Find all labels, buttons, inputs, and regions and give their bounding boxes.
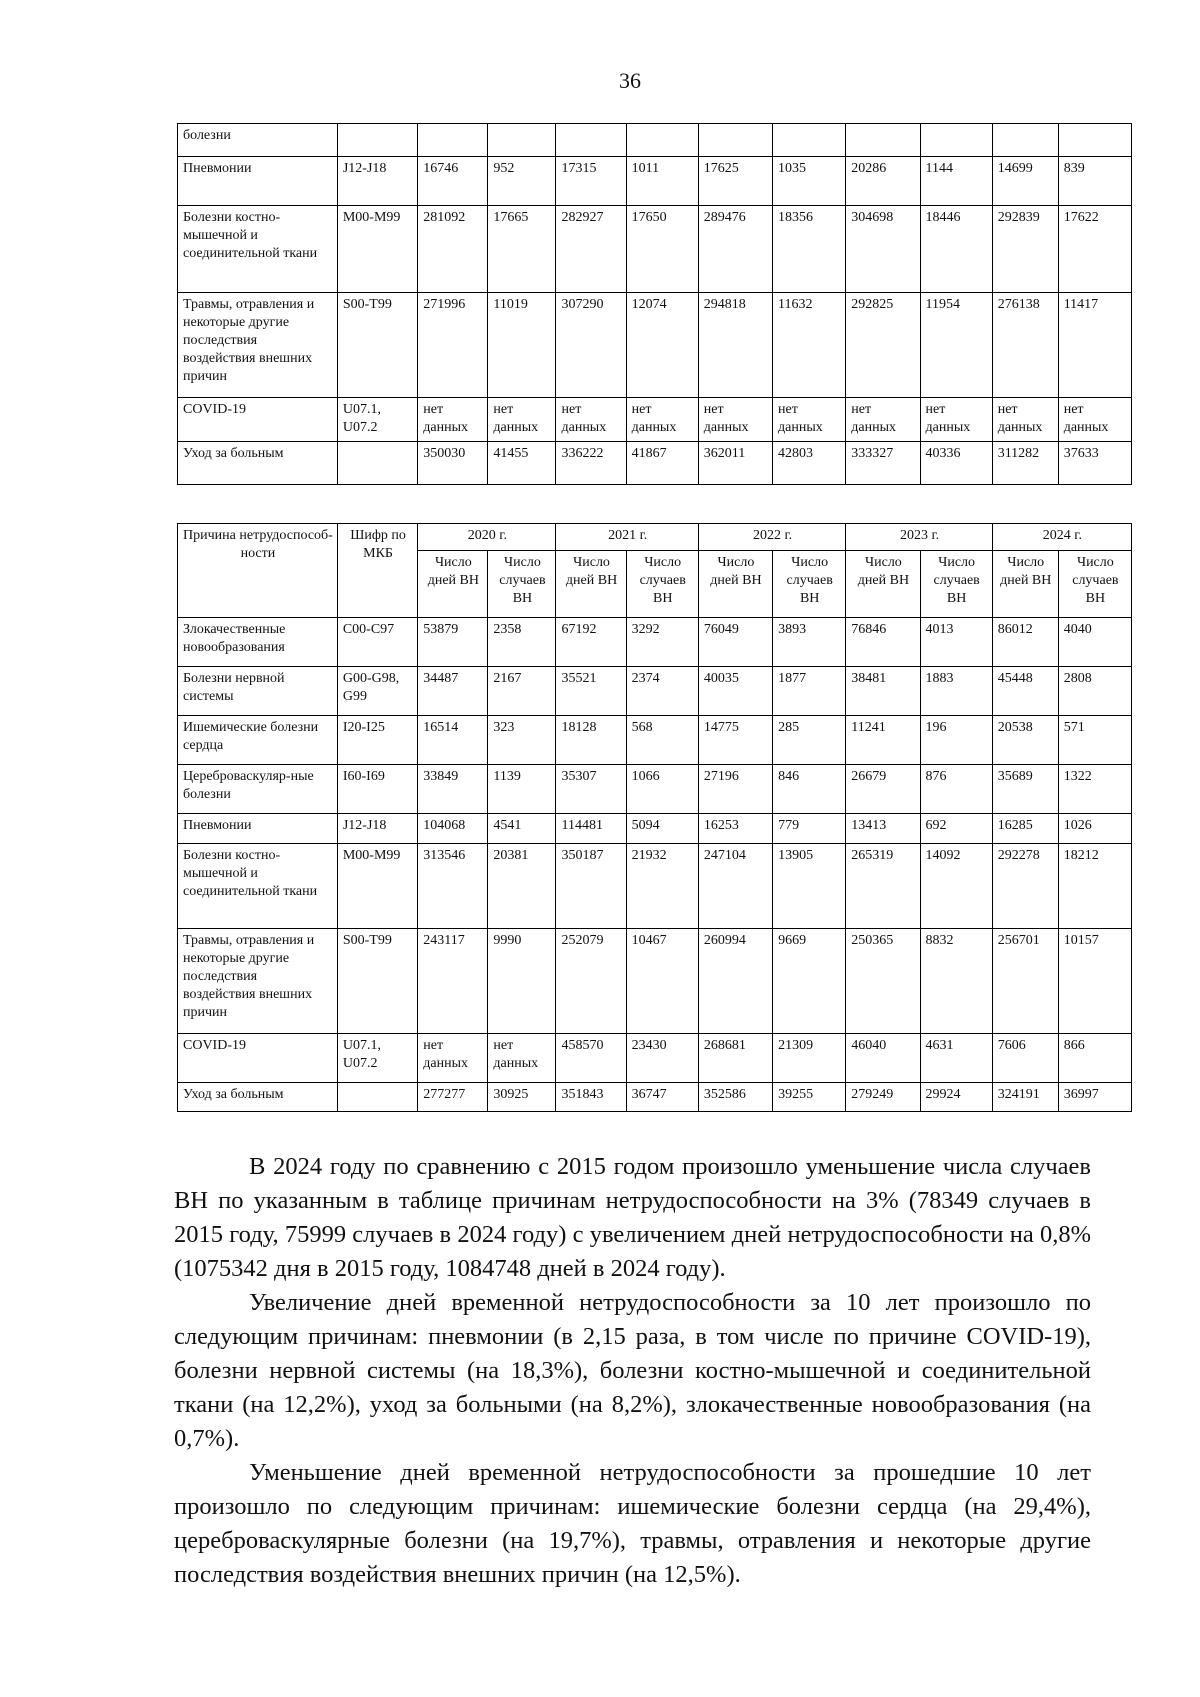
code-cell: J12-J18 — [337, 157, 417, 206]
table-header-row — [178, 524, 1132, 551]
value-cell: 323 — [488, 716, 556, 765]
table-row — [178, 844, 1132, 929]
value-cell: 27196 — [698, 765, 772, 814]
value-cell: 37633 — [1058, 442, 1131, 485]
value-cell: 350187 — [556, 844, 626, 929]
value-cell: 2358 — [488, 618, 556, 667]
header-cases: Число случаев ВН — [488, 551, 556, 618]
table-row — [178, 442, 1132, 485]
value-cell: 20381 — [488, 844, 556, 929]
header-code: Шифр по МКБ — [337, 524, 417, 618]
value-cell: 779 — [773, 814, 846, 844]
value-cell: нет данных — [556, 398, 626, 442]
value-cell: 33849 — [418, 765, 488, 814]
sick-leave-table — [177, 523, 1132, 1112]
table-row — [178, 293, 1132, 398]
value-cell: 20286 — [846, 157, 920, 206]
value-cell: нет данных — [920, 398, 992, 442]
header-days: Число дней ВН — [846, 551, 920, 618]
value-cell: 17315 — [556, 157, 626, 206]
value-cell: 282927 — [556, 206, 626, 293]
value-cell: 4541 — [488, 814, 556, 844]
table-row — [178, 618, 1132, 667]
header-year: 2023 г. — [846, 524, 992, 551]
value-cell: 16285 — [992, 814, 1058, 844]
value-cell: 1322 — [1058, 765, 1131, 814]
value-cell: 1035 — [773, 157, 846, 206]
value-cell: 196 — [920, 716, 992, 765]
value-cell: 42803 — [773, 442, 846, 485]
value-cell: 458570 — [556, 1034, 626, 1083]
code-cell: U07.1, U07.2 — [337, 398, 417, 442]
value-cell: 1026 — [1058, 814, 1131, 844]
value-cell: нет данных — [773, 398, 846, 442]
value-cell: 36997 — [1058, 1083, 1131, 1112]
table-row — [178, 667, 1132, 716]
value-cell: 362011 — [698, 442, 772, 485]
value-cell: нет данных — [698, 398, 772, 442]
value-cell: 21932 — [626, 844, 698, 929]
value-cell: 3893 — [773, 618, 846, 667]
cause-cell: Болезни костно-мышечной и соединительной ткани — [178, 844, 338, 929]
header-cases: Число случаев ВН — [1058, 551, 1131, 618]
value-cell: 76846 — [846, 618, 920, 667]
value-cell: 39255 — [773, 1083, 846, 1112]
paragraph: Увеличение дней временной нетрудоспособности за 10 лет произошло по следующим причинам: пневмонии (в 2,15 раза, в том числе по причине COVID-19), болезни нервной системы (на 18,3%), болезни костно-мышечной и соединительной ткани (на 12,2%), уход за больными (на 8,2%), злокачественные новообразования (на 0,7%). — [174, 1289, 1091, 1452]
code-cell: U07.1, U07.2 — [337, 1034, 417, 1083]
value-cell: 351843 — [556, 1083, 626, 1112]
value-cell: 2808 — [1058, 667, 1131, 716]
value-cell: 18128 — [556, 716, 626, 765]
value-cell: 846 — [773, 765, 846, 814]
cause-cell: Травмы, отравления и некоторые другие последствия воздействия внешних причин — [178, 293, 338, 398]
value-cell: 21309 — [773, 1034, 846, 1083]
table-row — [178, 124, 1132, 157]
value-cell: 276138 — [992, 293, 1058, 398]
cause-cell: Пневмонии — [178, 814, 338, 844]
header-days: Число дней ВН — [992, 551, 1058, 618]
header-year: 2024 г. — [992, 524, 1131, 551]
header-cases: Число случаев ВН — [626, 551, 698, 618]
value-cell: 26679 — [846, 765, 920, 814]
value-cell: 16514 — [418, 716, 488, 765]
value-cell: 18356 — [773, 206, 846, 293]
header-year: 2021 г. — [556, 524, 698, 551]
value-cell: 294818 — [698, 293, 772, 398]
cause-cell: COVID-19 — [178, 1034, 338, 1083]
sick-leave-table-continued — [177, 123, 1132, 485]
value-cell: 45448 — [992, 667, 1058, 716]
value-cell: 252079 — [556, 929, 626, 1034]
value-cell: 13413 — [846, 814, 920, 844]
value-cell: 952 — [488, 157, 556, 206]
table-row — [178, 157, 1132, 206]
value-cell: 11954 — [920, 293, 992, 398]
value-cell: 9669 — [773, 929, 846, 1034]
value-cell: 10467 — [626, 929, 698, 1034]
value-cell: 1877 — [773, 667, 846, 716]
header-cases: Число случаев ВН — [773, 551, 846, 618]
value-cell: 2167 — [488, 667, 556, 716]
value-cell: 40336 — [920, 442, 992, 485]
cause-cell: Ишемические болезни сердца — [178, 716, 338, 765]
value-cell: 292825 — [846, 293, 920, 398]
value-cell: нет данных — [488, 1034, 556, 1083]
header-days: Число дней ВН — [418, 551, 488, 618]
cause-cell: Цереброваскуляр-ные болезни — [178, 765, 338, 814]
value-cell: 14699 — [992, 157, 1058, 206]
value-cell: 46040 — [846, 1034, 920, 1083]
table-row — [178, 398, 1132, 442]
value-cell: 1011 — [626, 157, 698, 206]
value-cell: 53879 — [418, 618, 488, 667]
value-cell: 2374 — [626, 667, 698, 716]
value-cell: 1144 — [920, 157, 992, 206]
value-cell: 35521 — [556, 667, 626, 716]
value-cell: 4013 — [920, 618, 992, 667]
value-cell: 35689 — [992, 765, 1058, 814]
value-cell: 114481 — [556, 814, 626, 844]
value-cell: 14775 — [698, 716, 772, 765]
value-cell: 333327 — [846, 442, 920, 485]
value-cell: 13905 — [773, 844, 846, 929]
value-cell: 12074 — [626, 293, 698, 398]
header-cause: Причина нетрудоспособ-ности — [178, 524, 338, 618]
value-cell: 5094 — [626, 814, 698, 844]
code-cell: C00-C97 — [337, 618, 417, 667]
table-row — [178, 765, 1132, 814]
value-cell: 265319 — [846, 844, 920, 929]
cause-cell: COVID-19 — [178, 398, 338, 442]
value-cell: 692 — [920, 814, 992, 844]
value-cell: 866 — [1058, 1034, 1131, 1083]
table-row — [178, 206, 1132, 293]
table-row — [178, 1034, 1132, 1083]
value-cell: 4631 — [920, 1034, 992, 1083]
value-cell: 1066 — [626, 765, 698, 814]
value-cell: нет данных — [418, 1034, 488, 1083]
value-cell: 41455 — [488, 442, 556, 485]
code-cell: G00-G98, G99 — [337, 667, 417, 716]
value-cell: 14092 — [920, 844, 992, 929]
value-cell: 268681 — [698, 1034, 772, 1083]
value-cell: 352586 — [698, 1083, 772, 1112]
value-cell: 16746 — [418, 157, 488, 206]
value-cell: 34487 — [418, 667, 488, 716]
value-cell: 11417 — [1058, 293, 1131, 398]
value-cell: 20538 — [992, 716, 1058, 765]
code-cell: S00-T99 — [337, 929, 417, 1034]
value-cell: 336222 — [556, 442, 626, 485]
value-cell: 271996 — [418, 293, 488, 398]
table-row — [178, 1083, 1132, 1112]
value-cell: нет данных — [418, 398, 488, 442]
body-text — [174, 1150, 1091, 1592]
value-cell: 11241 — [846, 716, 920, 765]
value-cell: 3292 — [626, 618, 698, 667]
value-cell: нет данных — [488, 398, 556, 442]
value-cell: 277277 — [418, 1083, 488, 1112]
value-cell: 17665 — [488, 206, 556, 293]
cause-cell: Уход за больным — [178, 1083, 338, 1112]
value-cell: 16253 — [698, 814, 772, 844]
paragraph: В 2024 году по сравнению с 2015 годом произошло уменьшение числа случаев ВН по указанным в таблице причинам нетрудоспособности на 3% (78349 случаев в 2015 году, 75999 случаев в 2024 году) с увеличением дней нетрудоспособности на 0,8% (1075342 дня в 2015 году, 1084748 дней в 2024 году). — [174, 1153, 1091, 1282]
value-cell: 35307 — [556, 765, 626, 814]
cause-cell: болезни — [178, 124, 338, 157]
value-cell: 1139 — [488, 765, 556, 814]
cause-cell: Болезни костно-мышечной и соединительной ткани — [178, 206, 338, 293]
value-cell: 17622 — [1058, 206, 1131, 293]
value-cell: 11019 — [488, 293, 556, 398]
header-days: Число дней ВН — [698, 551, 772, 618]
table-row — [178, 929, 1132, 1034]
value-cell: 313546 — [418, 844, 488, 929]
value-cell: 8832 — [920, 929, 992, 1034]
code-cell: S00-T99 — [337, 293, 417, 398]
value-cell: 289476 — [698, 206, 772, 293]
value-cell: нет данных — [626, 398, 698, 442]
value-cell: 18212 — [1058, 844, 1131, 929]
value-cell: 307290 — [556, 293, 626, 398]
value-cell: 41867 — [626, 442, 698, 485]
value-cell: 243117 — [418, 929, 488, 1034]
header-cases: Число случаев ВН — [920, 551, 992, 618]
value-cell: 86012 — [992, 618, 1058, 667]
code-cell: I60-I69 — [337, 765, 417, 814]
value-cell: 104068 — [418, 814, 488, 844]
table-row — [178, 716, 1132, 765]
value-cell: 10157 — [1058, 929, 1131, 1034]
value-cell: 7606 — [992, 1034, 1058, 1083]
value-cell: нет данных — [992, 398, 1058, 442]
value-cell: 18446 — [920, 206, 992, 293]
value-cell: 17650 — [626, 206, 698, 293]
value-cell: 9990 — [488, 929, 556, 1034]
value-cell: 876 — [920, 765, 992, 814]
value-cell: 311282 — [992, 442, 1058, 485]
code-cell: J12-J18 — [337, 814, 417, 844]
value-cell: 350030 — [418, 442, 488, 485]
value-cell: нет данных — [846, 398, 920, 442]
value-cell: 67192 — [556, 618, 626, 667]
cause-cell: Уход за больным — [178, 442, 338, 485]
value-cell: 839 — [1058, 157, 1131, 206]
value-cell: 279249 — [846, 1083, 920, 1112]
code-cell: I20-I25 — [337, 716, 417, 765]
cause-cell: Травмы, отравления и некоторые другие последствия воздействия внешних причин — [178, 929, 338, 1034]
value-cell: 36747 — [626, 1083, 698, 1112]
table-row — [178, 814, 1132, 844]
value-cell: 260994 — [698, 929, 772, 1034]
value-cell: 29924 — [920, 1083, 992, 1112]
value-cell: 250365 — [846, 929, 920, 1034]
value-cell: 568 — [626, 716, 698, 765]
header-days: Число дней ВН — [556, 551, 626, 618]
value-cell: 40035 — [698, 667, 772, 716]
header-year: 2020 г. — [418, 524, 556, 551]
value-cell: 324191 — [992, 1083, 1058, 1112]
cause-cell: Болезни нервной системы — [178, 667, 338, 716]
value-cell: нет данных — [1058, 398, 1131, 442]
code-cell — [337, 442, 417, 485]
value-cell: 304698 — [846, 206, 920, 293]
code-cell: M00-M99 — [337, 206, 417, 293]
header-year: 2022 г. — [698, 524, 845, 551]
value-cell: 247104 — [698, 844, 772, 929]
value-cell: 1883 — [920, 667, 992, 716]
value-cell: 17625 — [698, 157, 772, 206]
page-number: 36 — [619, 68, 641, 93]
value-cell: 292278 — [992, 844, 1058, 929]
value-cell: 285 — [773, 716, 846, 765]
value-cell: 76049 — [698, 618, 772, 667]
code-cell — [337, 1083, 417, 1112]
cause-cell: Злокачественные новообразования — [178, 618, 338, 667]
value-cell: 11632 — [773, 293, 846, 398]
value-cell: 281092 — [418, 206, 488, 293]
cause-cell: Пневмонии — [178, 157, 338, 206]
value-cell: 23430 — [626, 1034, 698, 1083]
value-cell: 571 — [1058, 716, 1131, 765]
value-cell: 292839 — [992, 206, 1058, 293]
value-cell: 256701 — [992, 929, 1058, 1034]
value-cell: 30925 — [488, 1083, 556, 1112]
value-cell: 4040 — [1058, 618, 1131, 667]
value-cell: 38481 — [846, 667, 920, 716]
paragraph: Уменьшение дней временной нетрудоспособности за прошедшие 10 лет произошло по следующим причинам: ишемические болезни сердца (на 29,4%), цереброваскулярные болезни (на 19,7%), травмы, отравления и некоторые другие последствия воздействия внешних причин (на 12,5%). — [174, 1459, 1091, 1588]
code-cell: M00-M99 — [337, 844, 417, 929]
